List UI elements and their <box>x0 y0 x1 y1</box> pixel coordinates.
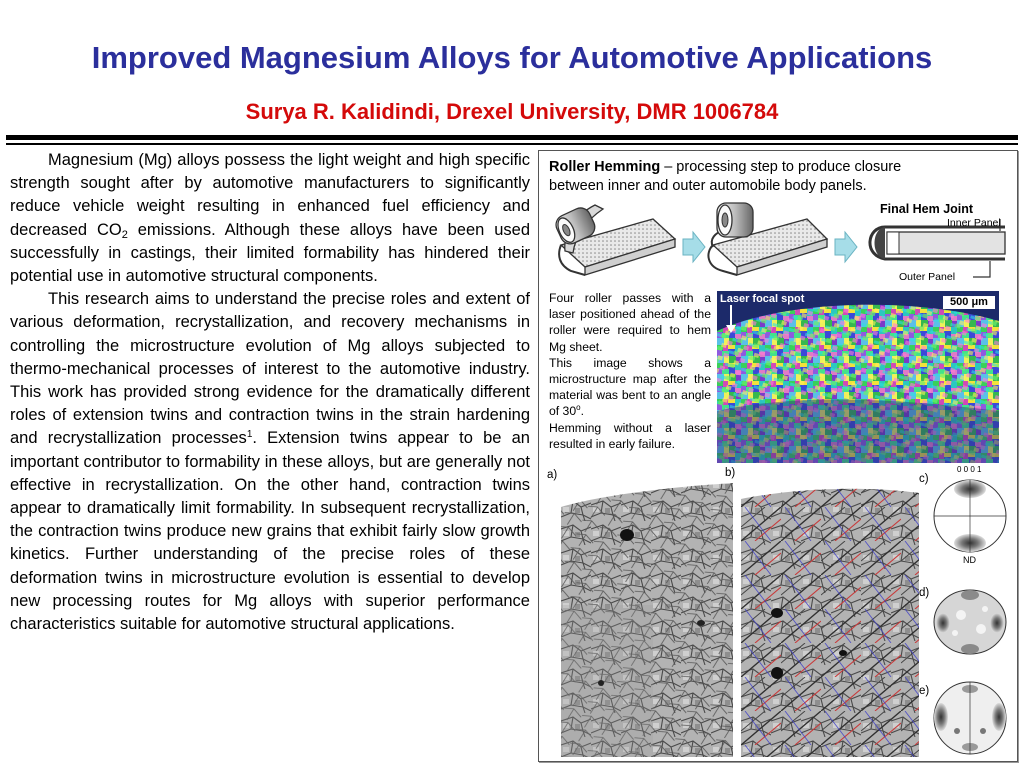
figure-panel <box>538 150 1018 762</box>
paragraph-2: This research aims to understand the precise roles and extent of various deformation, recrystallization, and recovery mechanisms in controlling the microstructure evolution of Mg alloys subjected to thermo-mechanical processes of interest to the automotive industry. This work has provided strong evidence for the dramatically different roles of extension twins and contraction twins in the strain hardening and recrystallization processes$^1$. Extension twins appear to be an important contributor to formability in these alloys, but are generally not effective in recrystallization. On the other hand, contraction twins appear to dramatically limit formability. In subsequent recrystallization, the contraction twins produce new grains that exhibit fairly slow growth kinetics. Further understanding of the precise roles of these deformation twins in microstructure evolution is essential to develop new processing routes for Mg alloys with superior performance characteristics suitable for automotive structural applications. <box>10 290 530 634</box>
laser-hemming-notes: Four roller passes with a laser positioned ahead of the roller were required to hem Mg sheet. This image shows a microstructure map after the material was bent to an angle of 30$^o$. Hemming without a laser resulted in early failure. <box>549 291 711 451</box>
pole-figure-nd-label: ND <box>963 555 976 565</box>
body-text <box>10 149 530 636</box>
figure-label-e: e) <box>919 685 930 697</box>
divider-thick <box>6 135 1018 140</box>
laser-focal-spot-label: Laser focal spot <box>720 293 805 305</box>
paragraph-1: Magnesium (Mg) alloys possess the light weight and high specific strength sought after by automotive manufacturers to significantly reduce vehicle weight resulting in enhanced fuel efficiency and decreased $CO_2$ emissions. Although these alloys have been used successfully in castings, their limited formability has hindered their potential use in automotive structural components. <box>10 151 531 286</box>
divider-thin <box>6 143 1018 145</box>
scale-bar-label: 500 μm <box>943 296 995 309</box>
figure-label-b: b) <box>725 467 736 479</box>
microstructure-map <box>717 291 999 463</box>
arrow-1 <box>683 232 705 262</box>
final-hem-joint-label: Final Hem Joint <box>880 202 974 216</box>
figure-label-c: c) <box>919 473 929 485</box>
micrograph-b <box>741 473 919 757</box>
pole-figure-c <box>931 477 1009 555</box>
pole-figure-e <box>931 679 1009 757</box>
outer-panel-label: Outer Panel <box>899 271 956 283</box>
pole-figure-d <box>931 587 1009 657</box>
inner-panel-label: Inner Panel <box>947 217 1001 229</box>
pole-figure-0001-label: 0 0 0 1 <box>957 465 982 474</box>
micrograph-a <box>561 473 733 757</box>
arrow-2 <box>835 232 857 262</box>
hem-stage-1 <box>553 205 675 275</box>
page-subtitle: Surya R. Kalidindi, Drexel University, DMR 1006784 <box>245 99 779 124</box>
figure-label-a: a) <box>547 469 558 481</box>
hem-stage-2 <box>708 203 827 275</box>
roller-hemming-caption: Roller Hemming – processing step to produce closure between inner and outer automobile body panels. <box>549 159 902 194</box>
page-title: Improved Magnesium Alloys for Automotive Applications <box>91 40 933 75</box>
figure-label-d: d) <box>919 587 930 599</box>
